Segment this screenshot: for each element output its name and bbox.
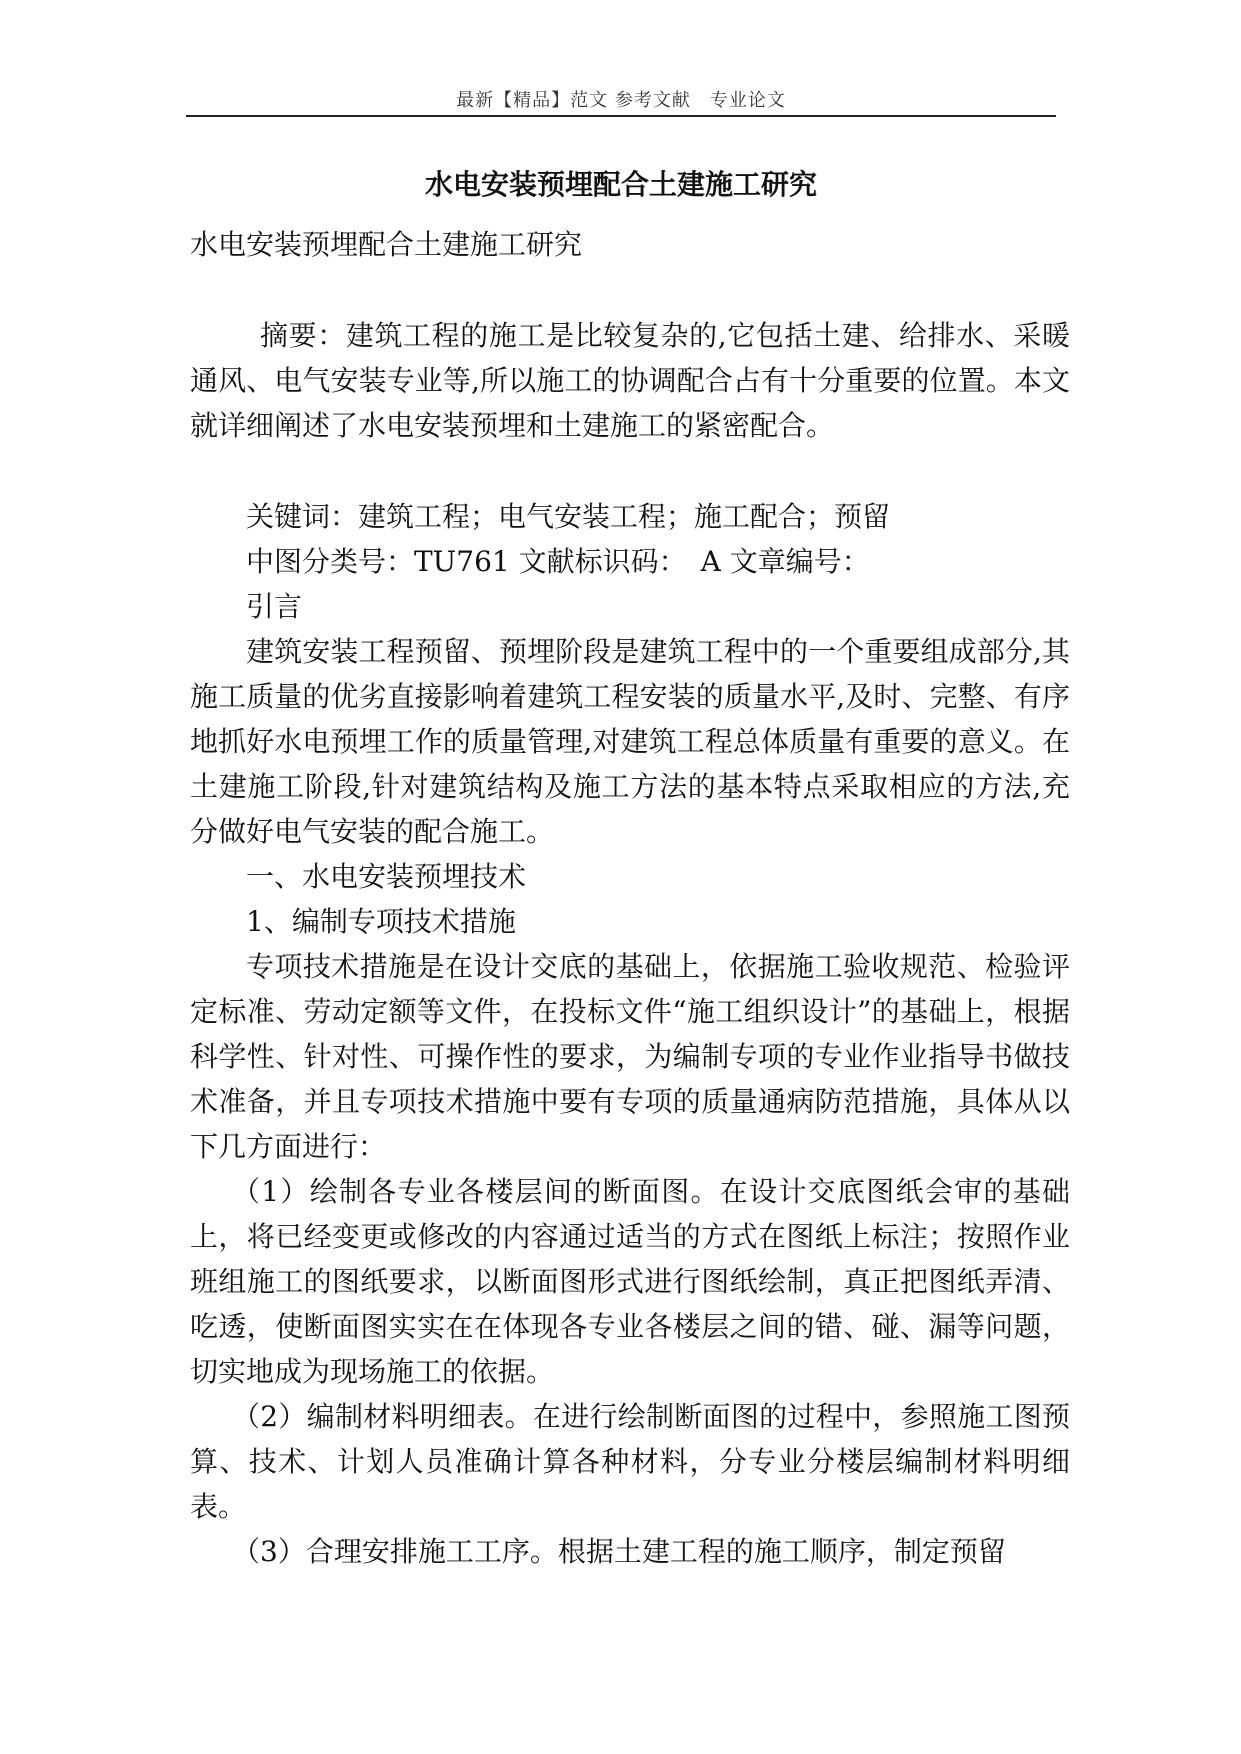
- document-body: [190, 222, 1070, 1574]
- document-title: 水电安装预埋配合土建施工研究: [424, 168, 817, 201]
- intro-paragraph: 建筑安装工程预留、预埋阶段是建筑工程中的一个重要组成部分,其施工质量的优劣直接影响着建筑工程安装的质量水平,及时、完整、有序地抓好水电预埋工作的质量管理,对建筑工程总体质量有重要的意义。在土建施工阶段,针对建筑结构及施工方法的基本特点采取相应的方法,充分做好电气安装的配合施工。: [190, 635, 1070, 848]
- section-heading: 一、水电安装预埋技术: [246, 860, 527, 893]
- running-header: 最新【精品】范文 参考文献 专业论文: [456, 90, 786, 111]
- classification-line: 中图分类号：TU761 文献标识码： A 文章编号：: [246, 545, 870, 578]
- subsection-heading: 1、编制专项技术措施: [246, 905, 516, 938]
- intro-heading: 引言: [246, 590, 303, 623]
- abstract-paragraph: 摘要：建筑工程的施工是比较复杂的,它包括土建、给排水、采暖通风、电气安装专业等,所以施工的协调配合占有十分重要的位置。本文就详细阐述了水电安装预埋和土建施工的紧密配合。: [190, 319, 1070, 442]
- header-divider: [186, 115, 1056, 117]
- document-subtitle: 水电安装预埋配合土建施工研究: [190, 228, 583, 261]
- list-item: （2）编制材料明细表。在进行绘制断面图的过程中，参照施工图预算、技术、计划人员准确计算各种材料，分专业分楼层编制材料明细表。: [190, 1400, 1070, 1523]
- body-paragraph: 专项技术措施是在设计交底的基础上，依据施工验收规范、检验评定标准、劳动定额等文件，在投标文件“施工组织设计”的基础上，根据科学性、针对性、可操作性的要求，为编制专项的专业作业指导书做技术准备，并且专项技术措施中要有专项的质量通病防范措施，具体从以下几方面进行：: [190, 950, 1070, 1163]
- keywords-line: 关键词：建筑工程；电气安装工程；施工配合；预留: [246, 500, 891, 533]
- list-item: （3）合理安排施工工序。根据土建工程的施工顺序，制定预留: [232, 1535, 1006, 1568]
- list-item: （1）绘制各专业各楼层间的断面图。在设计交底图纸会审的基础上，将已经变更或修改的内容通过适当的方式在图纸上标注；按照作业班组施工的图纸要求，以断面图形式进行图纸绘制，真正把图纸弄清、吃透，使断面图实实在在体现各专业各楼层之间的错、碰、漏等问题，切实地成为现场施工的依据。: [190, 1175, 1070, 1388]
